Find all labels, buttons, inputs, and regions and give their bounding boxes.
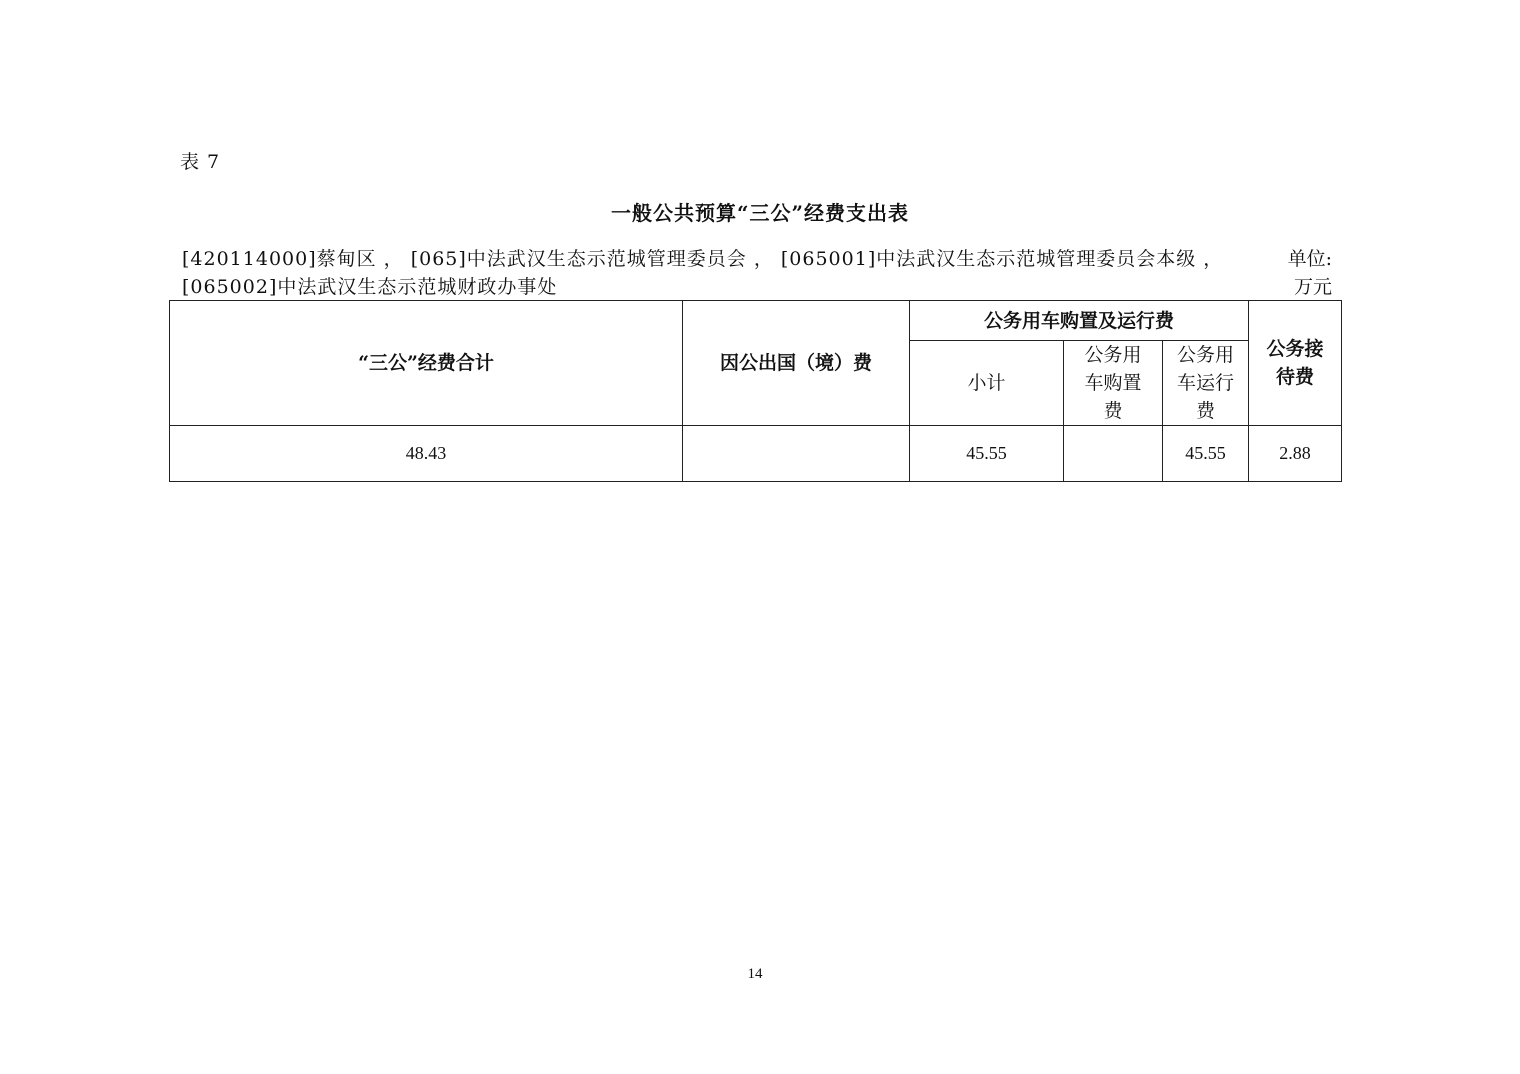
cell-vehicle-purchase [1064,426,1163,482]
header-vehicle-group: 公务用车购置及运行费 [910,301,1249,341]
header-reception-text: 公务接待费 [1266,338,1324,388]
expenditure-table [169,300,1342,482]
cell-overseas [683,426,910,482]
page-number: 14 [747,966,763,982]
header-vehicle-purchase [1064,341,1163,426]
header-vehicle-subtotal: 小计 [910,341,1064,426]
unit-info [1262,245,1332,301]
cell-total: 48.43 [170,426,683,482]
cell-reception: 2.88 [1249,426,1342,482]
header-overseas: 因公出国（境）费 [683,301,910,426]
header-total: “三公”经费合计 [170,301,683,426]
header-vehicle-operation [1163,341,1249,426]
table-row [170,426,1342,482]
cell-vehicle-operation: 45.55 [1163,426,1249,482]
header-vehicle-operation-text: 公务用车运行费 [1177,344,1235,422]
table-number: 表 7 [180,151,221,173]
header-vehicle-purchase-text: 公务用车购置费 [1084,344,1142,422]
document-title: 一般公共预算“三公”经费支出表 [610,201,909,225]
unit-label: 单位: [1287,248,1332,270]
organization-info [182,245,1242,301]
organization-line-1: [420114000]蔡甸区 ， [065]中法武汉生态示范城管理委员会 ， [065001]中法武汉生态示范城管理委员会本级 ， [182,248,1224,270]
unit-value: 万元 [1293,276,1332,298]
header-reception [1249,301,1342,426]
cell-vehicle-subtotal: 45.55 [910,426,1064,482]
organization-line-2: [065002]中法武汉生态示范城财政办事处 [182,276,558,298]
